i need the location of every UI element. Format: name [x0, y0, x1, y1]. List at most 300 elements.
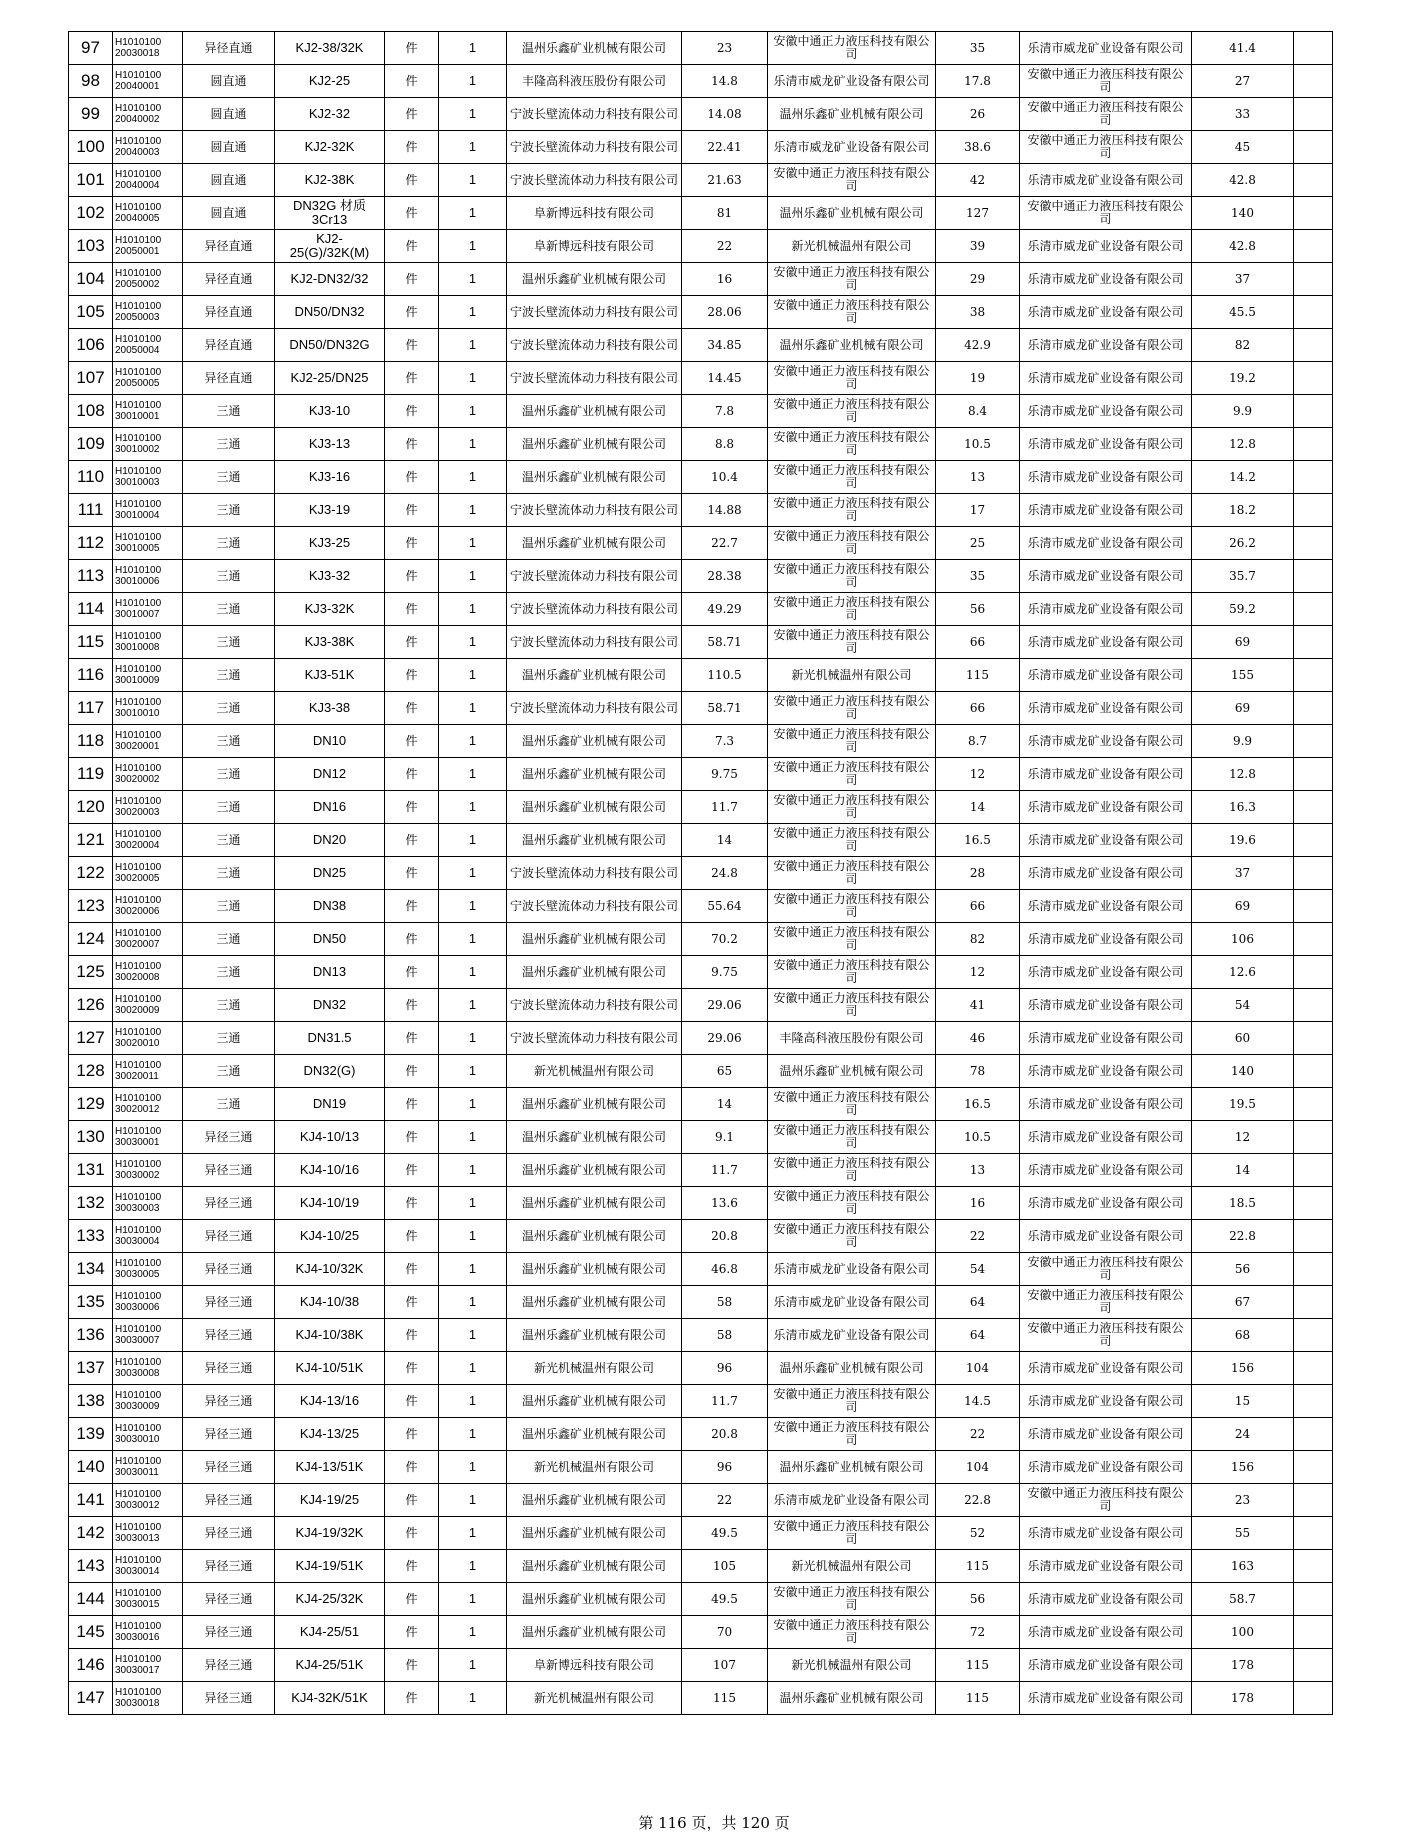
- table-row: [69, 329, 1333, 362]
- supplier-1: 温州乐鑫矿业机械有限公司: [507, 1550, 682, 1583]
- item-unit: 件: [385, 1352, 439, 1385]
- supplier-2: 安徽中通正力液压科技有限公司: [768, 956, 936, 989]
- item-quantity: 1: [439, 1484, 507, 1517]
- item-name: 异径三通: [183, 1682, 275, 1715]
- row-number: 141: [69, 1484, 113, 1517]
- price-3: 42.8: [1192, 230, 1294, 263]
- table-row: [69, 362, 1333, 395]
- row-number: 109: [69, 428, 113, 461]
- supplier-3: 乐清市威龙矿业设备有限公司: [1020, 758, 1192, 791]
- item-unit: 件: [385, 395, 439, 428]
- row-number: 113: [69, 560, 113, 593]
- item-spec: KJ4-25/32K: [275, 1583, 385, 1616]
- price-3: 37: [1192, 857, 1294, 890]
- item-name: 异径三通: [183, 1451, 275, 1484]
- remark-cell: [1294, 890, 1333, 923]
- item-unit: 件: [385, 461, 439, 494]
- price-2: 25: [936, 527, 1020, 560]
- remark-cell: [1294, 824, 1333, 857]
- price-2: 52: [936, 1517, 1020, 1550]
- material-code: H1010100 30030013: [113, 1517, 183, 1550]
- row-number: 128: [69, 1055, 113, 1088]
- supplier-3: 乐清市威龙矿业设备有限公司: [1020, 1220, 1192, 1253]
- material-code: H1010100 30030004: [113, 1220, 183, 1253]
- price-3: 45.5: [1192, 296, 1294, 329]
- price-table: [68, 31, 1333, 1715]
- price-3: 14.2: [1192, 461, 1294, 494]
- item-unit: 件: [385, 1385, 439, 1418]
- item-name: 三通: [183, 791, 275, 824]
- material-code: H1010100 20030018: [113, 32, 183, 65]
- material-code: H1010100 20050001: [113, 230, 183, 263]
- supplier-1: 温州乐鑫矿业机械有限公司: [507, 263, 682, 296]
- price-3: 18.5: [1192, 1187, 1294, 1220]
- item-spec: KJ3-32K: [275, 593, 385, 626]
- material-code: H1010100 30030002: [113, 1154, 183, 1187]
- table-row: [69, 956, 1333, 989]
- price-2: 22.8: [936, 1484, 1020, 1517]
- item-spec: KJ3-10: [275, 395, 385, 428]
- price-3: 69: [1192, 890, 1294, 923]
- material-code: H1010100 30020010: [113, 1022, 183, 1055]
- remark-cell: [1294, 131, 1333, 164]
- supplier-2: 安徽中通正力液压科技有限公司: [768, 263, 936, 296]
- price-3: 56: [1192, 1253, 1294, 1286]
- row-number: 133: [69, 1220, 113, 1253]
- supplier-2: 安徽中通正力液压科技有限公司: [768, 461, 936, 494]
- item-spec: DN38: [275, 890, 385, 923]
- item-spec: KJ2-32K: [275, 131, 385, 164]
- item-name: 异径三通: [183, 1649, 275, 1682]
- table-row: [69, 164, 1333, 197]
- item-unit: 件: [385, 329, 439, 362]
- price-1: 9.75: [682, 758, 768, 791]
- item-quantity: 1: [439, 32, 507, 65]
- price-3: 60: [1192, 1022, 1294, 1055]
- item-quantity: 1: [439, 1286, 507, 1319]
- supplier-2: 安徽中通正力液压科技有限公司: [768, 362, 936, 395]
- material-code: H1010100 30010005: [113, 527, 183, 560]
- price-3: 19.2: [1192, 362, 1294, 395]
- item-spec: KJ4-10/51K: [275, 1352, 385, 1385]
- supplier-3: 乐清市威龙矿业设备有限公司: [1020, 1649, 1192, 1682]
- table-row: [69, 1352, 1333, 1385]
- remark-cell: [1294, 1385, 1333, 1418]
- supplier-1: 新光机械温州有限公司: [507, 1055, 682, 1088]
- price-1: 7.8: [682, 395, 768, 428]
- item-spec: DN50/DN32: [275, 296, 385, 329]
- price-1: 20.8: [682, 1418, 768, 1451]
- supplier-3: 乐清市威龙矿业设备有限公司: [1020, 296, 1192, 329]
- item-name: 异径三通: [183, 1616, 275, 1649]
- table-row: [69, 1220, 1333, 1253]
- item-spec: KJ4-25/51K: [275, 1649, 385, 1682]
- supplier-1: 宁波长壁流体动力科技有限公司: [507, 890, 682, 923]
- item-quantity: 1: [439, 230, 507, 263]
- supplier-2: 安徽中通正力液压科技有限公司: [768, 1187, 936, 1220]
- item-unit: 件: [385, 1583, 439, 1616]
- row-number: 108: [69, 395, 113, 428]
- item-quantity: 1: [439, 758, 507, 791]
- price-1: 11.7: [682, 1385, 768, 1418]
- item-unit: 件: [385, 362, 439, 395]
- supplier-1: 温州乐鑫矿业机械有限公司: [507, 1253, 682, 1286]
- supplier-2: 温州乐鑫矿业机械有限公司: [768, 98, 936, 131]
- price-1: 49.5: [682, 1517, 768, 1550]
- item-unit: 件: [385, 65, 439, 98]
- supplier-1: 阜新博远科技有限公司: [507, 1649, 682, 1682]
- item-spec: KJ3-16: [275, 461, 385, 494]
- table-row: [69, 1055, 1333, 1088]
- row-number: 101: [69, 164, 113, 197]
- row-number: 126: [69, 989, 113, 1022]
- price-3: 45: [1192, 131, 1294, 164]
- supplier-1: 阜新博远科技有限公司: [507, 230, 682, 263]
- material-code: H1010100 30030009: [113, 1385, 183, 1418]
- item-spec: KJ3-38: [275, 692, 385, 725]
- supplier-2: 安徽中通正力液压科技有限公司: [768, 692, 936, 725]
- item-name: 异径三通: [183, 1517, 275, 1550]
- remark-cell: [1294, 1088, 1333, 1121]
- item-unit: 件: [385, 527, 439, 560]
- remark-cell: [1294, 32, 1333, 65]
- row-number: 97: [69, 32, 113, 65]
- price-1: 16: [682, 263, 768, 296]
- item-quantity: 1: [439, 1088, 507, 1121]
- supplier-3: 乐清市威龙矿业设备有限公司: [1020, 461, 1192, 494]
- row-number: 125: [69, 956, 113, 989]
- price-1: 58: [682, 1286, 768, 1319]
- supplier-1: 温州乐鑫矿业机械有限公司: [507, 1187, 682, 1220]
- price-2: 42.9: [936, 329, 1020, 362]
- price-1: 22.7: [682, 527, 768, 560]
- item-unit: 件: [385, 494, 439, 527]
- price-2: 54: [936, 1253, 1020, 1286]
- supplier-2: 乐清市威龙矿业设备有限公司: [768, 131, 936, 164]
- price-3: 54: [1192, 989, 1294, 1022]
- supplier-1: 温州乐鑫矿业机械有限公司: [507, 1616, 682, 1649]
- item-spec: KJ4-10/38K: [275, 1319, 385, 1352]
- item-name: 异径直通: [183, 263, 275, 296]
- supplier-1: 阜新博远科技有限公司: [507, 197, 682, 230]
- price-2: 16.5: [936, 1088, 1020, 1121]
- table-row: [69, 230, 1333, 263]
- table-row: [69, 1286, 1333, 1319]
- material-code: H1010100 30010001: [113, 395, 183, 428]
- price-1: 10.4: [682, 461, 768, 494]
- item-name: 三通: [183, 956, 275, 989]
- price-1: 49.29: [682, 593, 768, 626]
- supplier-1: 新光机械温州有限公司: [507, 1352, 682, 1385]
- price-1: 58.71: [682, 626, 768, 659]
- supplier-2: 乐清市威龙矿业设备有限公司: [768, 1484, 936, 1517]
- item-quantity: 1: [439, 1451, 507, 1484]
- table-row: [69, 1154, 1333, 1187]
- price-2: 16.5: [936, 824, 1020, 857]
- material-code: H1010100 30030003: [113, 1187, 183, 1220]
- item-unit: 件: [385, 296, 439, 329]
- supplier-3: 乐清市威龙矿业设备有限公司: [1020, 263, 1192, 296]
- price-2: 14.5: [936, 1385, 1020, 1418]
- row-number: 118: [69, 725, 113, 758]
- supplier-3: 乐清市威龙矿业设备有限公司: [1020, 692, 1192, 725]
- item-spec: KJ3-51K: [275, 659, 385, 692]
- table-row: [69, 824, 1333, 857]
- row-number: 105: [69, 296, 113, 329]
- item-spec: KJ3-25: [275, 527, 385, 560]
- row-number: 139: [69, 1418, 113, 1451]
- item-spec: KJ4-25/51: [275, 1616, 385, 1649]
- supplier-1: 温州乐鑫矿业机械有限公司: [507, 956, 682, 989]
- item-quantity: 1: [439, 164, 507, 197]
- item-quantity: 1: [439, 659, 507, 692]
- price-3: 24: [1192, 1418, 1294, 1451]
- price-1: 20.8: [682, 1220, 768, 1253]
- price-3: 58.7: [1192, 1583, 1294, 1616]
- price-3: 19.5: [1192, 1088, 1294, 1121]
- item-quantity: 1: [439, 1154, 507, 1187]
- price-3: 12.6: [1192, 956, 1294, 989]
- supplier-2: 温州乐鑫矿业机械有限公司: [768, 197, 936, 230]
- price-2: 22: [936, 1220, 1020, 1253]
- price-2: 22: [936, 1418, 1020, 1451]
- item-name: 圆直通: [183, 164, 275, 197]
- price-3: 33: [1192, 98, 1294, 131]
- item-unit: 件: [385, 1484, 439, 1517]
- supplier-3: 乐清市威龙矿业设备有限公司: [1020, 989, 1192, 1022]
- supplier-1: 温州乐鑫矿业机械有限公司: [507, 1286, 682, 1319]
- price-1: 14: [682, 824, 768, 857]
- remark-cell: [1294, 1286, 1333, 1319]
- supplier-2: 安徽中通正力液压科技有限公司: [768, 1088, 936, 1121]
- supplier-1: 温州乐鑫矿业机械有限公司: [507, 1385, 682, 1418]
- item-unit: 件: [385, 1055, 439, 1088]
- item-spec: KJ4-10/38: [275, 1286, 385, 1319]
- price-1: 23: [682, 32, 768, 65]
- row-number: 114: [69, 593, 113, 626]
- item-name: 三通: [183, 560, 275, 593]
- price-3: 26.2: [1192, 527, 1294, 560]
- supplier-1: 宁波长壁流体动力科技有限公司: [507, 989, 682, 1022]
- item-name: 异径三通: [183, 1220, 275, 1253]
- item-spec: KJ4-10/13: [275, 1121, 385, 1154]
- supplier-3: 乐清市威龙矿业设备有限公司: [1020, 1352, 1192, 1385]
- supplier-2: 安徽中通正力液压科技有限公司: [768, 1220, 936, 1253]
- table-row: [69, 527, 1333, 560]
- item-unit: 件: [385, 857, 439, 890]
- supplier-2: 安徽中通正力液压科技有限公司: [768, 1121, 936, 1154]
- price-3: 12.8: [1192, 758, 1294, 791]
- material-code: H1010100 20040005: [113, 197, 183, 230]
- material-code: H1010100 30030001: [113, 1121, 183, 1154]
- supplier-1: 温州乐鑫矿业机械有限公司: [507, 824, 682, 857]
- item-unit: 件: [385, 263, 439, 296]
- row-number: 138: [69, 1385, 113, 1418]
- row-number: 100: [69, 131, 113, 164]
- remark-cell: [1294, 65, 1333, 98]
- item-spec: DN20: [275, 824, 385, 857]
- supplier-2: 安徽中通正力液压科技有限公司: [768, 1418, 936, 1451]
- item-name: 圆直通: [183, 65, 275, 98]
- supplier-2: 安徽中通正力液压科技有限公司: [768, 428, 936, 461]
- item-quantity: 1: [439, 65, 507, 98]
- item-spec: KJ2-25: [275, 65, 385, 98]
- item-quantity: 1: [439, 824, 507, 857]
- supplier-1: 温州乐鑫矿业机械有限公司: [507, 1583, 682, 1616]
- supplier-1: 温州乐鑫矿业机械有限公司: [507, 1517, 682, 1550]
- table-row: [69, 890, 1333, 923]
- remark-cell: [1294, 791, 1333, 824]
- material-code: H1010100 20050003: [113, 296, 183, 329]
- item-spec: KJ4-19/25: [275, 1484, 385, 1517]
- item-name: 异径三通: [183, 1286, 275, 1319]
- item-quantity: 1: [439, 197, 507, 230]
- price-2: 14: [936, 791, 1020, 824]
- price-1: 14.8: [682, 65, 768, 98]
- item-spec: KJ4-10/19: [275, 1187, 385, 1220]
- table-row: [69, 1517, 1333, 1550]
- supplier-3: 乐清市威龙矿业设备有限公司: [1020, 1418, 1192, 1451]
- item-name: 异径三通: [183, 1121, 275, 1154]
- remark-cell: [1294, 1418, 1333, 1451]
- remark-cell: [1294, 1187, 1333, 1220]
- remark-cell: [1294, 1649, 1333, 1682]
- item-name: 三通: [183, 692, 275, 725]
- price-2: 78: [936, 1055, 1020, 1088]
- table-body: [69, 32, 1333, 1715]
- price-3: 42.8: [1192, 164, 1294, 197]
- row-number: 99: [69, 98, 113, 131]
- item-name: 异径直通: [183, 362, 275, 395]
- supplier-1: 温州乐鑫矿业机械有限公司: [507, 1418, 682, 1451]
- item-name: 三通: [183, 626, 275, 659]
- supplier-2: 安徽中通正力液压科技有限公司: [768, 296, 936, 329]
- remark-cell: [1294, 626, 1333, 659]
- price-3: 59.2: [1192, 593, 1294, 626]
- material-code: H1010100 30030007: [113, 1319, 183, 1352]
- item-quantity: 1: [439, 494, 507, 527]
- row-number: 122: [69, 857, 113, 890]
- item-unit: 件: [385, 1220, 439, 1253]
- row-number: 117: [69, 692, 113, 725]
- price-3: 155: [1192, 659, 1294, 692]
- material-code: H1010100 30030006: [113, 1286, 183, 1319]
- item-spec: DN32G 材质3Cr13: [275, 197, 385, 230]
- supplier-2: 安徽中通正力液压科技有限公司: [768, 626, 936, 659]
- supplier-3: 乐清市威龙矿业设备有限公司: [1020, 725, 1192, 758]
- supplier-3: 乐清市威龙矿业设备有限公司: [1020, 1022, 1192, 1055]
- price-2: 26: [936, 98, 1020, 131]
- item-unit: 件: [385, 98, 439, 131]
- item-name: 三通: [183, 1055, 275, 1088]
- supplier-1: 丰隆高科液压股份有限公司: [507, 65, 682, 98]
- item-quantity: 1: [439, 1550, 507, 1583]
- remark-cell: [1294, 164, 1333, 197]
- supplier-2: 安徽中通正力液压科技有限公司: [768, 923, 936, 956]
- item-unit: 件: [385, 1649, 439, 1682]
- remark-cell: [1294, 725, 1333, 758]
- price-1: 70: [682, 1616, 768, 1649]
- price-3: 12.8: [1192, 428, 1294, 461]
- item-quantity: 1: [439, 791, 507, 824]
- remark-cell: [1294, 1022, 1333, 1055]
- remark-cell: [1294, 263, 1333, 296]
- row-number: 104: [69, 263, 113, 296]
- table-row: [69, 428, 1333, 461]
- price-2: 56: [936, 593, 1020, 626]
- price-3: 163: [1192, 1550, 1294, 1583]
- item-name: 三通: [183, 758, 275, 791]
- item-spec: KJ3-19: [275, 494, 385, 527]
- item-spec: DN50/DN32G: [275, 329, 385, 362]
- table-row: [69, 1187, 1333, 1220]
- price-3: 55: [1192, 1517, 1294, 1550]
- supplier-2: 安徽中通正力液压科技有限公司: [768, 824, 936, 857]
- item-unit: 件: [385, 1154, 439, 1187]
- item-quantity: 1: [439, 857, 507, 890]
- material-code: H1010100 20040003: [113, 131, 183, 164]
- supplier-3: 乐清市威龙矿业设备有限公司: [1020, 1550, 1192, 1583]
- item-unit: 件: [385, 1451, 439, 1484]
- remark-cell: [1294, 857, 1333, 890]
- price-2: 35: [936, 560, 1020, 593]
- supplier-2: 安徽中通正力液压科技有限公司: [768, 1583, 936, 1616]
- item-spec: DN25: [275, 857, 385, 890]
- price-1: 28.38: [682, 560, 768, 593]
- price-1: 29.06: [682, 1022, 768, 1055]
- table-row: [69, 725, 1333, 758]
- table-row: [69, 791, 1333, 824]
- material-code: H1010100 30030012: [113, 1484, 183, 1517]
- remark-cell: [1294, 362, 1333, 395]
- remark-cell: [1294, 1154, 1333, 1187]
- table-row: [69, 560, 1333, 593]
- price-1: 110.5: [682, 659, 768, 692]
- item-unit: 件: [385, 824, 439, 857]
- table-row: [69, 692, 1333, 725]
- material-code: H1010100 30010006: [113, 560, 183, 593]
- item-spec: KJ2-25(G)/32K(M): [275, 230, 385, 263]
- price-1: 22: [682, 230, 768, 263]
- price-1: 9.1: [682, 1121, 768, 1154]
- price-1: 14: [682, 1088, 768, 1121]
- material-code: H1010100 20040004: [113, 164, 183, 197]
- price-2: 28: [936, 857, 1020, 890]
- supplier-1: 新光机械温州有限公司: [507, 1451, 682, 1484]
- item-spec: DN50: [275, 923, 385, 956]
- table-row: [69, 131, 1333, 164]
- material-code: H1010100 30020001: [113, 725, 183, 758]
- table-row: [69, 1649, 1333, 1682]
- price-2: 56: [936, 1583, 1020, 1616]
- price-2: 38.6: [936, 131, 1020, 164]
- item-quantity: 1: [439, 923, 507, 956]
- item-unit: 件: [385, 725, 439, 758]
- material-code: H1010100 30020007: [113, 923, 183, 956]
- supplier-1: 宁波长壁流体动力科技有限公司: [507, 560, 682, 593]
- item-name: 圆直通: [183, 197, 275, 230]
- price-2: 8.4: [936, 395, 1020, 428]
- item-unit: 件: [385, 956, 439, 989]
- item-unit: 件: [385, 1550, 439, 1583]
- price-3: 68: [1192, 1319, 1294, 1352]
- item-quantity: 1: [439, 1352, 507, 1385]
- item-quantity: 1: [439, 1418, 507, 1451]
- row-number: 132: [69, 1187, 113, 1220]
- remark-cell: [1294, 230, 1333, 263]
- supplier-1: 温州乐鑫矿业机械有限公司: [507, 527, 682, 560]
- supplier-3: 乐清市威龙矿业设备有限公司: [1020, 32, 1192, 65]
